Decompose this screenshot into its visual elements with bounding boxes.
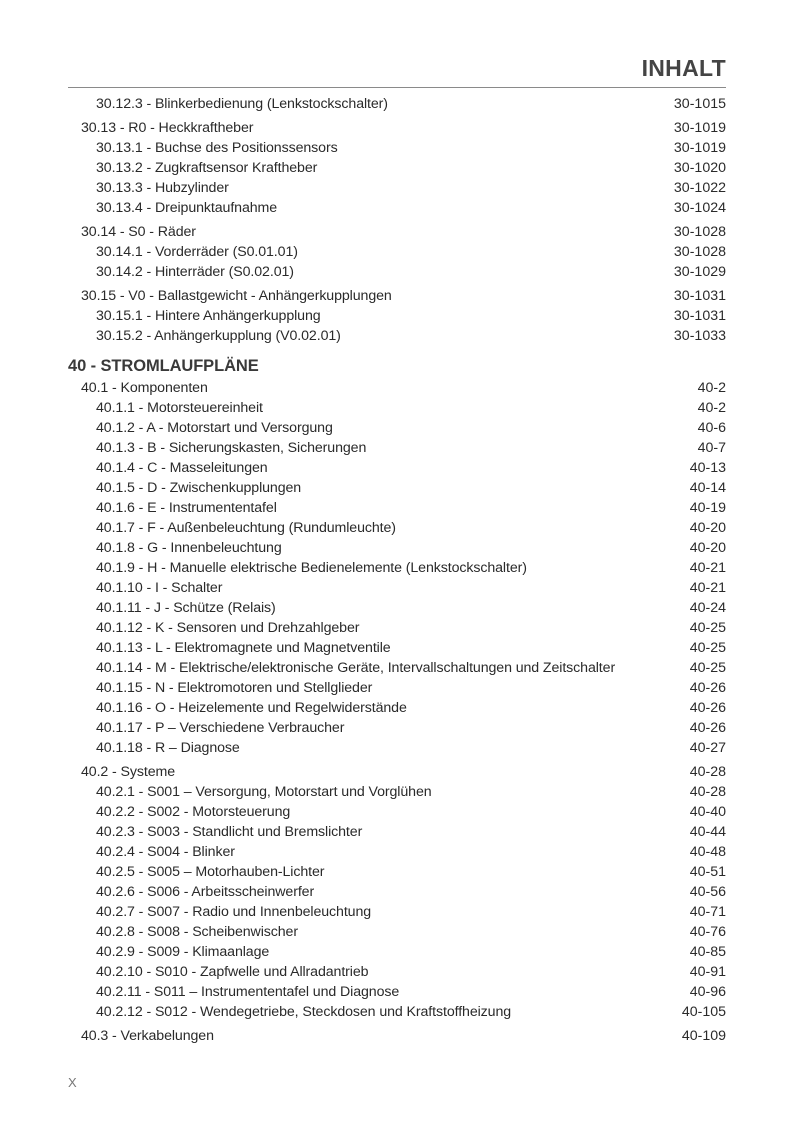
toc-entry[interactable] xyxy=(0,578,794,598)
toc-entry-page: 40-7 xyxy=(697,440,726,456)
toc-entry-title: 40.2.12 - S012 - Wendegetriebe, Steckdosen und Kraftstoffheizung xyxy=(96,1004,512,1020)
toc-entry-page: 40-19 xyxy=(689,500,726,516)
toc-entry[interactable] xyxy=(0,762,794,782)
toc-entry[interactable] xyxy=(0,822,794,842)
toc-entry-page: 40-44 xyxy=(689,824,726,840)
toc-entry[interactable] xyxy=(0,498,794,518)
toc-entry[interactable] xyxy=(0,982,794,1002)
toc-entry-page: 40-85 xyxy=(689,944,726,960)
toc-entry-title: 40.1.11 - J - Schütze (Relais) xyxy=(96,600,276,616)
toc-entry-page: 30-1031 xyxy=(673,308,726,324)
toc-entry-title: 40.1.16 - O - Heizelemente und Regelwiderstände xyxy=(96,700,407,716)
toc-entry-page: 40-25 xyxy=(689,620,726,636)
toc-entry-page: 40-25 xyxy=(689,660,726,676)
toc-entry[interactable] xyxy=(0,902,794,922)
toc-entry-page: 40-71 xyxy=(689,904,726,920)
toc-entry[interactable] xyxy=(0,398,794,418)
toc-entry[interactable] xyxy=(0,518,794,538)
toc-entry-title: 40.1.2 - A - Motorstart und Versorgung xyxy=(96,420,333,436)
toc-entry-page: 40-48 xyxy=(689,844,726,860)
toc-entry-title: 40.1.13 - L - Elektromagnete und Magnetventile xyxy=(96,640,391,656)
toc-entry[interactable] xyxy=(0,1026,794,1046)
toc-entry[interactable] xyxy=(0,1002,794,1022)
toc-entry-page: 40-24 xyxy=(689,600,726,616)
toc-entry-title: 40.1.14 - M - Elektrische/elektronische Geräte, Intervallschaltungen und Zeitschalter xyxy=(96,660,616,676)
toc-entry-page: 40-26 xyxy=(689,720,726,736)
toc-entry[interactable] xyxy=(0,438,794,458)
toc-entry-page: 30-1015 xyxy=(673,96,726,112)
toc-entry-title: 40.2.9 - S009 - Klimaanlage xyxy=(96,944,270,960)
toc-entry-page: 40-6 xyxy=(697,420,726,436)
toc-entry-title: 40.1 - Komponenten xyxy=(81,380,208,396)
header-rule xyxy=(68,87,726,88)
toc-entry-title: 40.2.11 - S011 – Instrumententafel und Diagnose xyxy=(96,984,400,1000)
toc-entry-title: 40.2.4 - S004 - Blinker xyxy=(96,844,235,860)
toc-entry-title: 40.1.7 - F - Außenbeleuchtung (Rundumleuchte) xyxy=(96,520,396,536)
toc-entry-title: 40.1.6 - E - Instrumententafel xyxy=(96,500,277,516)
chapter-title: 40 - STROMLAUFPLÄNE xyxy=(68,357,259,375)
toc-entry-page: 40-28 xyxy=(689,784,726,800)
toc-entry-page: 40-76 xyxy=(689,924,726,940)
toc-entry-title: 40.3 - Verkabelungen xyxy=(81,1028,214,1044)
toc-entry-page: 30-1033 xyxy=(673,328,726,344)
toc-entry[interactable] xyxy=(0,598,794,618)
toc-entry-page: 40-13 xyxy=(689,460,726,476)
toc-entry-title: 30.15.1 - Hintere Anhängerkupplung xyxy=(96,308,321,324)
toc-entry[interactable] xyxy=(0,558,794,578)
toc-entry-title: 40.1.18 - R – Diagnose xyxy=(96,740,240,756)
toc-entry[interactable] xyxy=(0,882,794,902)
toc-entry-page: 30-1019 xyxy=(673,120,726,136)
toc-entry[interactable] xyxy=(0,118,794,138)
toc-entry-title: 30.15 - V0 - Ballastgewicht - Anhängerkupplungen xyxy=(81,288,392,304)
toc-entry-title: 30.13.4 - Dreipunktaufnahme xyxy=(96,200,278,216)
toc-entry-title: 40.2.2 - S002 - Motorsteuerung xyxy=(96,804,291,820)
toc-entry-page: 30-1019 xyxy=(673,140,726,156)
toc-entry[interactable] xyxy=(0,962,794,982)
toc-entry[interactable] xyxy=(0,158,794,178)
toc-entry-page: 40-20 xyxy=(689,540,726,556)
toc-entry-title: 40.2.7 - S007 - Radio und Innenbeleuchtung xyxy=(96,904,372,920)
toc-entry-title: 40.1.4 - C - Masseleitungen xyxy=(96,460,268,476)
toc-entry-page: 30-1031 xyxy=(673,288,726,304)
toc-entry-title: 40.1.8 - G - Innenbeleuchtung xyxy=(96,540,282,556)
page-header-title: INHALT xyxy=(641,55,726,81)
toc-entry-title: 40.2.5 - S005 – Motorhauben-Lichter xyxy=(96,864,325,880)
toc-entry-page: 40-56 xyxy=(689,884,726,900)
toc-entry[interactable] xyxy=(0,538,794,558)
toc-entry-page: 30-1028 xyxy=(673,224,726,240)
toc-entry[interactable] xyxy=(0,222,794,242)
toc-entry-title: 40.1.3 - B - Sicherungskasten, Sicherungen xyxy=(96,440,367,456)
toc-entry[interactable] xyxy=(0,478,794,498)
toc-entry-page: 40-21 xyxy=(689,560,726,576)
toc-entry-page: 40-14 xyxy=(689,480,726,496)
toc-entry-title: 30.12.3 - Blinkerbedienung (Lenkstockschalter) xyxy=(96,96,388,112)
toc-entry[interactable] xyxy=(0,658,794,678)
toc-entry[interactable] xyxy=(0,618,794,638)
page-number: X xyxy=(68,1075,77,1090)
toc-entry-page: 40-25 xyxy=(689,640,726,656)
toc-entry-page: 30-1028 xyxy=(673,244,726,260)
toc-entry[interactable] xyxy=(0,638,794,658)
toc-entry[interactable] xyxy=(0,942,794,962)
toc-entry-page: 40-51 xyxy=(689,864,726,880)
toc-section-30 xyxy=(0,94,794,346)
toc-entry-title: 40.1.12 - K - Sensoren und Drehzahlgeber xyxy=(96,620,360,636)
toc-entry-page: 30-1020 xyxy=(673,160,726,176)
toc-entry-title: 30.14.2 - Hinterräder (S0.02.01) xyxy=(96,264,294,280)
toc-entry-title: 40.1.17 - P – Verschiedene Verbraucher xyxy=(96,720,345,736)
toc-entry[interactable] xyxy=(0,306,794,326)
toc-entry[interactable] xyxy=(0,262,794,282)
toc-entry-page: 30-1022 xyxy=(673,180,726,196)
toc-entry-page: 40-2 xyxy=(697,380,726,396)
toc-entry-page: 40-2 xyxy=(697,400,726,416)
toc-entry-page: 40-21 xyxy=(689,580,726,596)
toc-entry-page: 40-105 xyxy=(681,1004,726,1020)
toc-entry[interactable] xyxy=(0,378,794,398)
toc-entry[interactable] xyxy=(0,678,794,698)
toc-entry-title: 30.13 - R0 - Heckkraftheber xyxy=(81,120,254,136)
toc-entry-title: 40.1.9 - H - Manuelle elektrische Bedienelemente (Lenkstockschalter) xyxy=(96,560,527,576)
toc-entry-page: 40-20 xyxy=(689,520,726,536)
toc-entry-page: 40-26 xyxy=(689,700,726,716)
toc-entry-page: 40-28 xyxy=(689,764,726,780)
toc-entry-page: 30-1024 xyxy=(673,200,726,216)
toc-entry-title: 40.2.10 - S010 - Zapfwelle und Allradantrieb xyxy=(96,964,369,980)
toc-entry-title: 30.13.2 - Zugkraftsensor Kraftheber xyxy=(96,160,318,176)
toc-entry[interactable] xyxy=(0,698,794,718)
toc-entry[interactable] xyxy=(0,326,794,346)
toc-entry-title: 30.14.1 - Vorderräder (S0.01.01) xyxy=(96,244,298,260)
toc-entry[interactable] xyxy=(0,418,794,438)
toc-entry-page: 30-1029 xyxy=(673,264,726,280)
toc-entry-title: 30.14 - S0 - Räder xyxy=(81,224,196,240)
toc-entry-title: 30.13.1 - Buchse des Positionssensors xyxy=(96,140,338,156)
toc-entry-title: 40.2.8 - S008 - Scheibenwischer xyxy=(96,924,298,940)
toc-entry-title: 40.2.6 - S006 - Arbeitsscheinwerfer xyxy=(96,884,315,900)
toc-entry-page: 40-26 xyxy=(689,680,726,696)
toc-entry-title: 40.1.1 - Motorsteuereinheit xyxy=(96,400,263,416)
toc-entry-page: 40-96 xyxy=(689,984,726,1000)
toc-entry-title: 40.2 - Systeme xyxy=(81,764,176,780)
toc-entry[interactable] xyxy=(0,286,794,306)
toc-entry[interactable] xyxy=(0,242,794,262)
toc-entry-title: 40.2.1 - S001 – Versorgung, Motorstart und Vorglühen xyxy=(96,784,432,800)
toc-entry-page: 40-91 xyxy=(689,964,726,980)
table-of-contents xyxy=(0,94,794,1046)
toc-entry[interactable] xyxy=(0,94,794,114)
chapter-heading xyxy=(0,354,794,378)
toc-entry[interactable] xyxy=(0,802,794,822)
toc-entry[interactable] xyxy=(0,922,794,942)
toc-entry-page: 40-109 xyxy=(681,1028,726,1044)
toc-entry-title: 40.1.15 - N - Elektromotoren und Stellglieder xyxy=(96,680,373,696)
toc-entry-title: 40.1.5 - D - Zwischenkupplungen xyxy=(96,480,302,496)
toc-entry[interactable] xyxy=(0,862,794,882)
toc-entry[interactable] xyxy=(0,458,794,478)
toc-entry-page: 40-27 xyxy=(689,740,726,756)
toc-section-40 xyxy=(0,378,794,1046)
toc-entry-title: 30.13.3 - Hubzylinder xyxy=(96,180,229,196)
toc-entry[interactable] xyxy=(0,782,794,802)
toc-entry[interactable] xyxy=(0,178,794,198)
toc-entry-title: 30.15.2 - Anhängerkupplung (V0.02.01) xyxy=(96,328,341,344)
toc-entry[interactable] xyxy=(0,198,794,218)
toc-entry[interactable] xyxy=(0,738,794,758)
toc-entry[interactable] xyxy=(0,842,794,862)
toc-entry-page: 40-40 xyxy=(689,804,726,820)
toc-entry-title: 40.2.3 - S003 - Standlicht und Bremslichter xyxy=(96,824,363,840)
toc-entry[interactable] xyxy=(0,138,794,158)
toc-entry-title: 40.1.10 - I - Schalter xyxy=(96,580,223,596)
toc-entry[interactable] xyxy=(0,718,794,738)
